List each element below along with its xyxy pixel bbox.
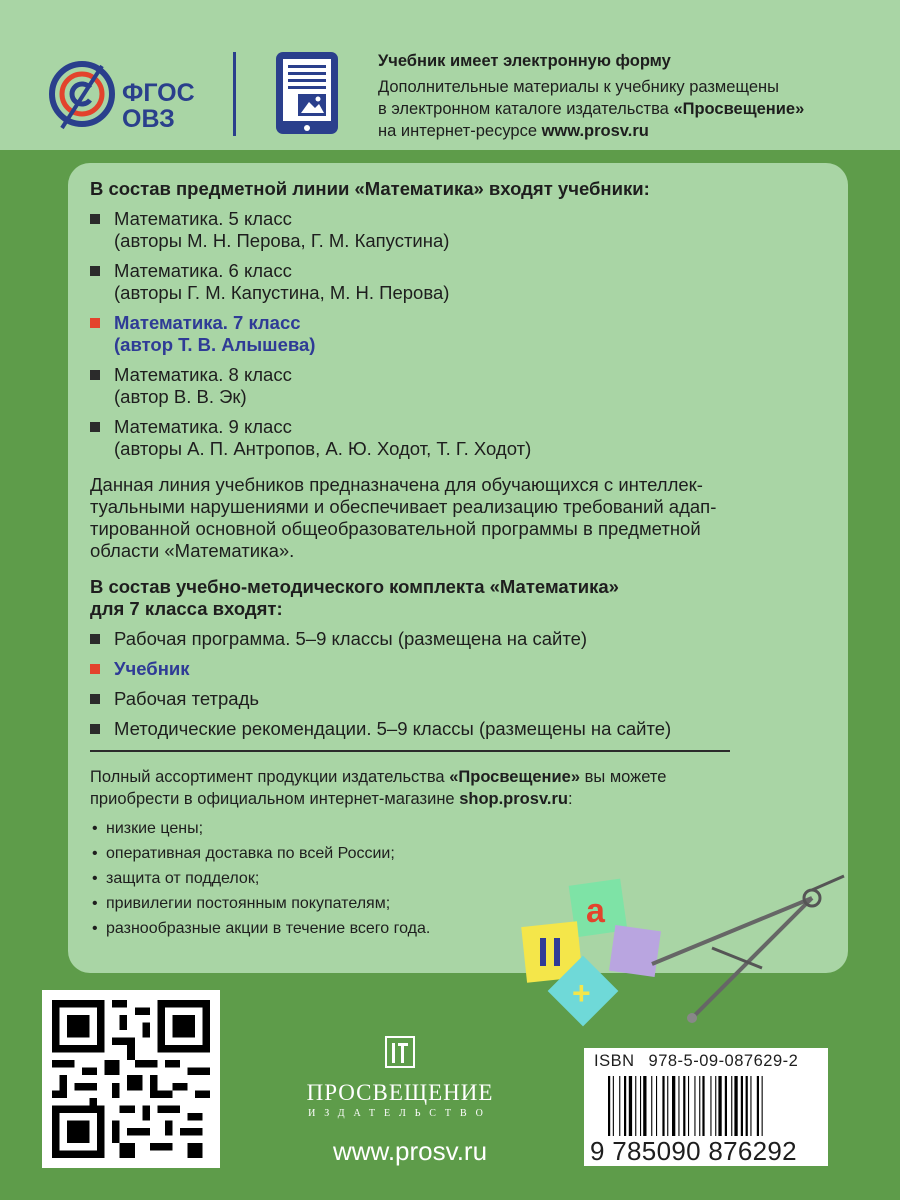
barcode-bar: [715, 1076, 716, 1136]
barcode-bar: [613, 1076, 614, 1136]
barcode-bar: [741, 1076, 743, 1136]
square-bullet-icon: [90, 370, 100, 380]
square-bullet-icon: [90, 664, 100, 674]
kit-item-textbook: Учебник: [90, 658, 830, 680]
publisher-name: ПРОСВЕЩЕНИЕ: [306, 1080, 494, 1105]
barcode-bar: [619, 1076, 620, 1136]
section-divider: [90, 750, 730, 752]
barcode-bar: [635, 1076, 636, 1136]
isbn-block: [584, 1048, 828, 1166]
barcode-bar: [750, 1076, 751, 1136]
qr-code[interactable]: [42, 990, 220, 1168]
publisher-logo: [300, 1035, 500, 1119]
textbook-item-grade8: Математика. 8 класс (автор В. В. Эк): [90, 364, 830, 408]
barcode-bar: [608, 1076, 610, 1136]
prosv-link[interactable]: www.prosv.ru: [541, 122, 649, 140]
benefit-item: • разнообразные акции в течение всего года.: [90, 918, 830, 940]
barcode-bar: [762, 1076, 763, 1136]
math-cards-compass-illustration: [512, 868, 862, 1028]
shop-link[interactable]: shop.prosv.ru: [459, 790, 568, 808]
header-divider: [233, 52, 236, 136]
barcode-bar: [640, 1076, 641, 1136]
compass-icon: [652, 876, 844, 1023]
barcode-bar: [731, 1076, 732, 1136]
textbook-item-grade7: Математика. 7 класс (автор Т. В. Алышева): [90, 312, 830, 356]
kit-heading: В состав учебно-методического комплекта «Математика» для 7 класса входят:: [90, 576, 619, 619]
barcode: [606, 1076, 806, 1136]
barcode-bar: [746, 1076, 748, 1136]
textbook-item-grade9: Математика. 9 класс (авторы А. П. Антропов, А. Ю. Ходот, Т. Г. Ходот): [90, 416, 830, 460]
barcode-bar: [718, 1076, 721, 1136]
publisher-url[interactable]: www.prosv.ru: [332, 1136, 488, 1166]
textbook-item-grade5: Математика. 5 класс (авторы М. Н. Перова, Г. М. Капустина): [90, 208, 830, 252]
eform-line3: на интернет-ресурсе www.prosv.ru: [378, 122, 649, 140]
barcode-bar: [672, 1076, 675, 1136]
square-bullet-icon: [90, 266, 100, 276]
qr-code-icon: [52, 1000, 210, 1158]
tablet-icon: [274, 50, 340, 136]
barcode-bar: [710, 1076, 711, 1136]
barcode-bar: [667, 1076, 668, 1136]
kit-item-guidelines: Методические рекомендации. 5–9 классы (размещены на сайте): [90, 718, 830, 740]
svg-text:+: +: [572, 975, 591, 1011]
barcode-bar: [734, 1076, 737, 1136]
textbook-item-grade6: Математика. 6 класс (авторы Г. М. Капустина, М. Н. Перова): [90, 260, 830, 304]
fgos-emblem-icon: [48, 58, 118, 138]
subject-line-heading: В состав предметной линии «Математика» входят учебники:: [90, 178, 650, 199]
barcode-bar: [688, 1076, 689, 1136]
barcode-bar: [702, 1076, 704, 1136]
isbn-label: ISBN 978-5-09-087629-2: [594, 1052, 799, 1070]
barcode-bar: [678, 1076, 679, 1136]
square-bullet-icon: [90, 634, 100, 644]
square-bullet-icon: [90, 422, 100, 432]
eform-title: Учебник имеет электронную форму: [378, 52, 671, 70]
shop-info: Полный ассортимент продукции издательства «Просвещение» вы можете приобрести в официальном интернет-магазине shop.prosv.ru:: [90, 768, 667, 808]
square-bullet-icon: [90, 694, 100, 704]
eform-line1: Дополнительные материалы к учебнику размещены: [378, 78, 779, 96]
barcode-bar: [694, 1076, 695, 1136]
barcode-bar: [643, 1076, 646, 1136]
fgos-ovz-logo: [48, 58, 195, 138]
barcode-bar: [651, 1076, 652, 1136]
barcode-bar: [624, 1076, 626, 1136]
barcode-bar: [757, 1076, 759, 1136]
electronic-form-info: [378, 50, 878, 142]
square-bullet-icon: [90, 318, 100, 328]
barcode-bar: [656, 1076, 657, 1136]
benefit-item: • низкие цены;: [90, 818, 830, 840]
barcode-bar: [725, 1076, 727, 1136]
ovz-label: ОВЗ: [122, 105, 175, 133]
publisher-subtitle: ИЗДАТЕЛЬСТВО: [308, 1108, 492, 1119]
barcode-bar: [662, 1076, 664, 1136]
barcode-bar: [699, 1076, 700, 1136]
svg-text:а: а: [586, 892, 605, 930]
isbn-digits: 9 785090 876292: [590, 1136, 797, 1166]
prosveshchenie-emblem-icon: [385, 1035, 415, 1069]
kit-item-program: Рабочая программа. 5–9 классы (размещена на сайте): [90, 628, 830, 650]
barcode-bar: [629, 1076, 632, 1136]
benefit-item: • привилегии постоянным покупателям;: [90, 893, 830, 915]
kit-item-workbook: Рабочая тетрадь: [90, 688, 830, 710]
line-description: Данная линия учебников предназначена для обучающихся с интеллек- туальными нарушениями и обеспечивает реализацию требований адап- тированной основной общеобразовательной программы в предметной области «Математика».: [90, 474, 717, 561]
fgos-label: ФГОС: [122, 79, 195, 107]
square-bullet-icon: [90, 214, 100, 224]
barcode-bar: [683, 1076, 685, 1136]
purple-card-icon: [609, 925, 661, 977]
benefit-item: • защита от подделок;: [90, 868, 830, 890]
eform-line2: в электронном каталоге издательства «Просвещение»: [378, 100, 805, 118]
panel-content: [90, 178, 830, 943]
benefit-item: • оперативная доставка по всей России;: [90, 843, 830, 865]
square-bullet-icon: [90, 724, 100, 734]
